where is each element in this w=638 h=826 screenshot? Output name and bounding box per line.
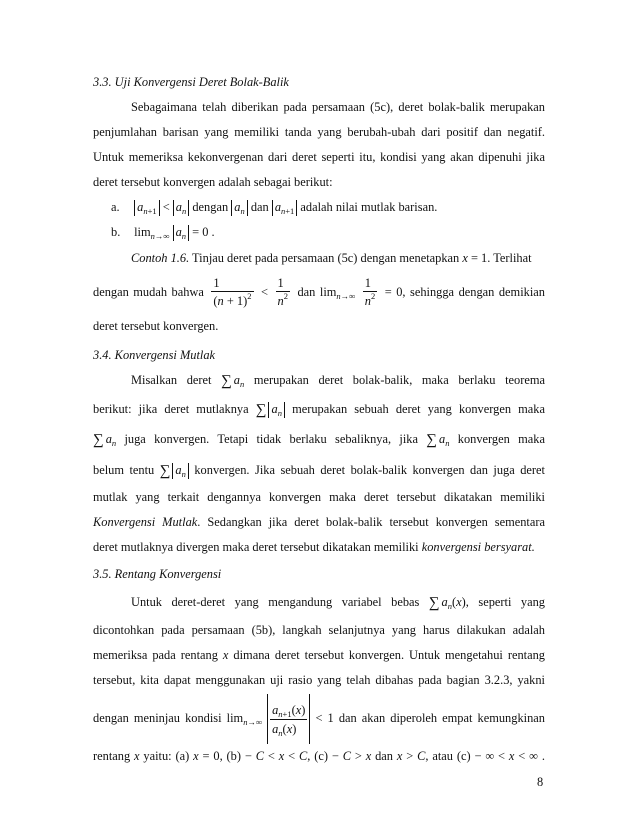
formula-abs-an: $a_n$ [231, 200, 247, 214]
formula-sum-an: ∑ $a_n$ [221, 373, 245, 389]
abs-conv-line-1 [93, 368, 545, 394]
range-l3a: memeriksa pada rentang [93, 648, 223, 662]
abs-conv-line-7 [93, 535, 545, 560]
range-l6a: rentang [93, 749, 135, 764]
range-l3-x: x [222, 648, 229, 662]
formula-abs-an1: $a_{n+1}$ [272, 200, 298, 214]
condition-a [93, 195, 545, 220]
abs-conv-l6-rest: . Sedangkan jika deret bolak-balik tersebut konvergen sementara [197, 515, 545, 529]
example-1-6 [93, 246, 545, 271]
section-heading-3-5: 3.5. Rentang Konvergensi [93, 567, 222, 581]
range-line-1 [93, 587, 545, 618]
example-label: Contoh 1.6. [131, 251, 190, 265]
abs-conv-line-5: mutlak yang terkait dengannya konvergen maka deret tersebut dikatakan memiliki [93, 490, 545, 504]
range-line-2: dicontohkan pada persamaan (5b), langkah selanjutnya yang harus dilakukan adalah [93, 623, 545, 637]
range-l6c: , (b) [219, 749, 241, 764]
formula-limit-zero: $\lim_{n\to\infty}$ $\frac{1}{n^2}$ = 0 [319, 276, 403, 309]
range-l3b: dimana deret tersebut konvergen. Untuk mengetahui rentang [228, 648, 545, 662]
formula-range-b: − C < x < C [244, 749, 308, 764]
example-line2-a: dengan mudah bahwa [93, 285, 204, 299]
formula-range-a: x = 0 [193, 749, 220, 764]
condition-b [93, 220, 545, 246]
abs-conv-l2b: merupakan sebuah deret yang konvergen maka [292, 402, 546, 416]
page-number: 8 [537, 775, 544, 789]
formula-ratio-test: $\lim_{n\to\infty}$ $\frac{a_{n+1}(x)}{a_n(x)}$ < 1 [227, 711, 334, 725]
condition-a-dan: dan [250, 200, 269, 214]
range-l6d: , (c) [307, 749, 328, 764]
abs-conv-l1a: Misalkan deret [131, 373, 212, 387]
condition-b-label: b. [111, 225, 121, 239]
range-line-3 [93, 643, 545, 668]
abs-conv-line-4 [93, 455, 545, 485]
example-line-3: deret tersebut konvergen. [93, 319, 219, 333]
abs-conv-l1b: merupakan deret bolak-balik, maka berlaku teorema [253, 373, 545, 387]
condition-a-label: a. [111, 200, 120, 214]
abs-conv-l7a: deret mutlaknya divergen maka deret tersebut dikatakan memiliki [93, 540, 422, 554]
range-l6-x: x [134, 749, 140, 764]
abs-conv-line-3 [93, 424, 545, 455]
example-line2-dan: dan [297, 285, 316, 299]
range-line-5 [93, 693, 545, 744]
formula-sum-an-3: ∑ $a_n$ [426, 432, 450, 448]
abs-conv-l3a: juga konvergen. Tetapi tidak berlaku sebaliknya, jika [124, 432, 418, 446]
formula-range-d: − ∞ < x < ∞ . [474, 749, 545, 764]
abs-conv-line-2 [93, 394, 545, 424]
abs-conv-l2a: berikut: jika deret mutlaknya [93, 402, 249, 416]
paragraph-alternating-series: Sebagaimana telah diberikan pada persamaan (5c), deret bolak-balik merupakan penjumlahan barisan yang memiliki tanda yang berubah-ubah dari positif dan negatif. Untuk memeriksa kekonvergenan dari deret seperti itu, kondisi yang akan dipenuhi jika deret tersebut konvergen adalah sebagai berikut: [93, 100, 545, 189]
range-l6e: , atau (c) [425, 749, 471, 764]
abs-conv-l3b: konvergen maka [457, 432, 545, 446]
term-konvergensi-mutlak: Konvergensi Mutlak [93, 515, 198, 529]
abs-conv-l4b: konvergen. Jika sebuah deret bolak-balik konvergen dan juga deret [194, 463, 545, 477]
range-l6b: yaitu: (a) [139, 749, 190, 764]
abs-conv-l4a: belum tentu [93, 463, 155, 477]
range-l1a: Untuk deret-deret yang mengandung variabel bebas [131, 595, 420, 609]
formula-range-c1: − C > x [331, 749, 372, 764]
condition-a-end: adalah nilai mutlak barisan. [300, 200, 438, 214]
range-l6-dan: dan [375, 749, 393, 764]
range-l5b: dan akan diperoleh empat kemungkinan [338, 711, 545, 725]
condition-a-dengan: dengan [192, 200, 229, 214]
example-line2-end: , sehingga dengan demikian [402, 285, 545, 299]
range-l5a: dengan meninjau kondisi [93, 711, 222, 725]
formula-x-equals-1: x = 1 [462, 251, 488, 265]
example-line-2 [93, 271, 545, 314]
range-line-4: tersebut, kita dapat menggunakan uji rasio yang telah dibahas pada bagian 3.2.3, yakni [93, 673, 545, 687]
section-heading-3-4: 3.4. Konvergensi Mutlak [93, 348, 216, 362]
formula-b-limit: $\lim_{n\to\infty} a_n = 0$ . [134, 225, 215, 241]
formula-sum-an-2: ∑ $a_n$ [93, 432, 117, 448]
formula-sum-an-x: ∑ $a_n(x)$ [428, 595, 466, 611]
range-l1b: , seperti yang [465, 595, 545, 609]
formula-sum-abs-an: ∑ $a_n$ [256, 402, 285, 416]
example-text-1: Tinjau deret pada persamaan (5c) dengan menetapkan [189, 251, 463, 265]
abs-conv-line-6 [93, 510, 545, 535]
formula-range-c2: x > C [396, 749, 426, 764]
term-konvergensi-bersyarat: konvergensi bersyarat. [421, 540, 535, 554]
formula-sum-abs-an-2: ∑ $a_n$ [160, 463, 189, 477]
formula-fraction-inequality: $\frac{1}{(n + 1)^2}$ < $\frac{1}{n^2}$ [213, 276, 288, 309]
example-text-2: . Terlihat [487, 251, 532, 265]
page-content [93, 70, 545, 769]
formula-a-inequality: $a_{n+1} < a_n$ [134, 200, 189, 214]
section-heading-3-3: 3.3. Uji Konvergensi Deret Bolak-Balik [93, 75, 289, 89]
range-line-6 [93, 744, 545, 769]
